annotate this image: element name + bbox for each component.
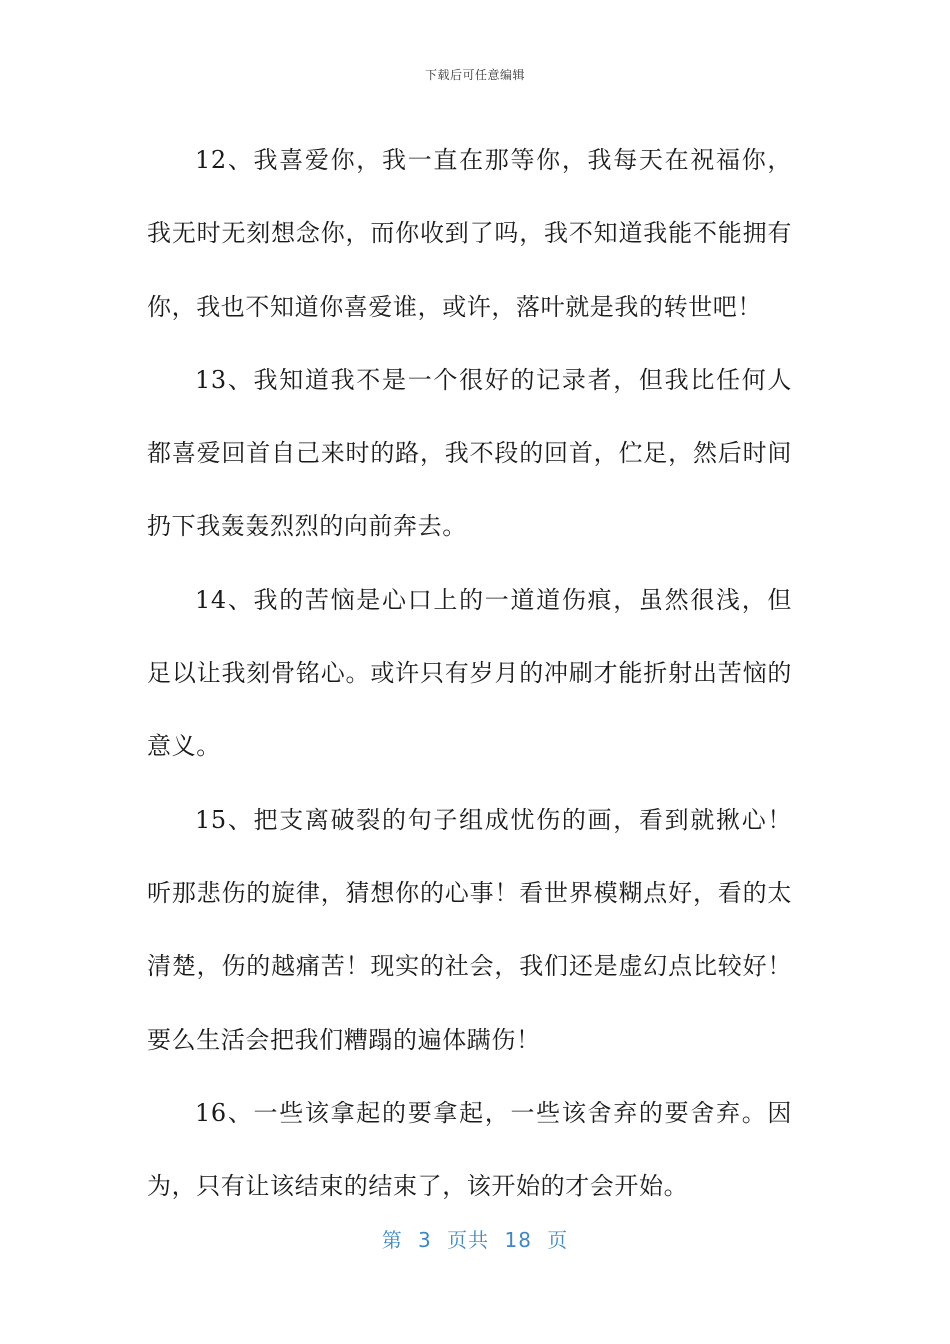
page-number-footer: 第 3 页共 18 页 <box>381 1228 569 1252</box>
page-header: 下载后可任意编辑 <box>424 68 525 82</box>
paragraph-12: 12、我喜爱你，我一直在那等你，我每天在祝福你，我无时无刻想念你，而你收到了吗，我不知道我能不能拥有你，我也不知道你喜爱谁，或许，落叶就是我的转世吧！ <box>147 146 792 321</box>
paragraph-13: 13、我知道我不是一个很好的记录者，但我比任何人都喜爱回首自己来时的路，我不段的回首，伫足，然后时间扔下我轰轰烈烈的向前奔去。 <box>147 365 792 541</box>
paragraph-14: 14、我的苦恼是心口上的一道道伤痕，虽然很浅，但足以让我刻骨铭心。或许只有岁月的冲刷才能折射出苦恼的意义。 <box>147 585 792 761</box>
paragraph-15: 15、把支离破裂的句子组成忧伤的画，看到就揪心！听那悲伤的旋律，猜想你的心事！看世界模糊点好，看的太清楚，伤的越痛苦！现实的社会，我们还是虚幻点比较好！要么生活会把我们糟蹋的遍体蹒伤！ <box>147 805 792 1054</box>
paragraph-16: 16、一些该拿起的要拿起，一些该舍弃的要舍弃。因为，只有让该结束的结束了，该开始的才会开始。 <box>147 1098 792 1201</box>
document-body <box>147 124 792 1223</box>
